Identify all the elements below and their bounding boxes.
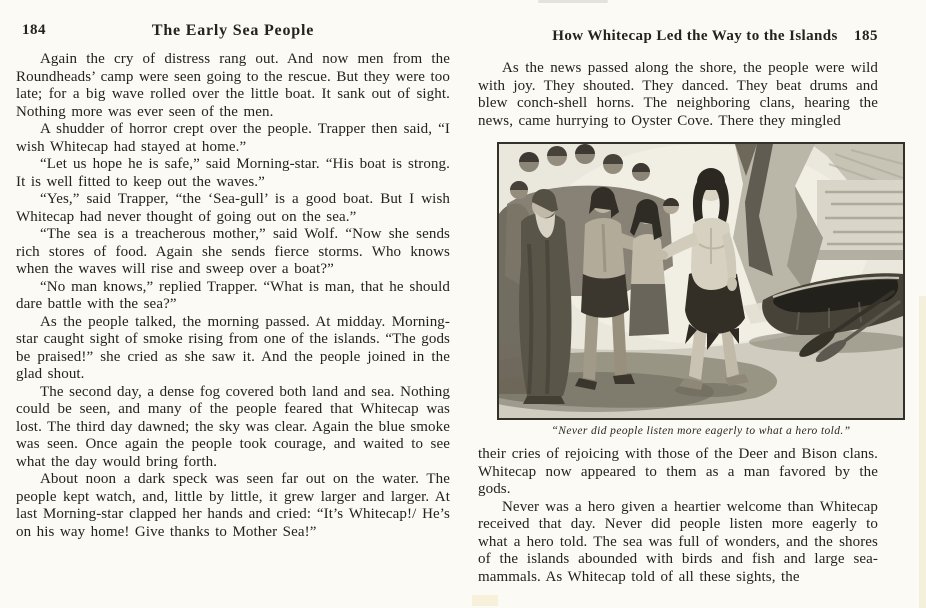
paragraph: As the people talked, the morning passed. At midday. Morning-star caught sight of smoke rising from one of the islands. “The gods be praised!” she cried as she saw it. And the people joined in the glad shout. — [16, 313, 450, 382]
paragraph: A shudder of horror crept over the people. Trapper then said, “I wish Whitecap had stayed at home.” — [16, 121, 450, 155]
left-running-title: The Early Sea People — [151, 22, 315, 39]
left-page-number: 184 — [22, 22, 46, 38]
left-page-header — [16, 22, 450, 44]
paragraph: About noon a dark speck was seen far out on the water. The people kept watch, and, little by little, it grew larger and larger. At last Morning-star clapped her hands and cried: “It’s Whitecap!/ He’s on his way home! Give thanks to Mother Sea!” — [16, 471, 450, 540]
illustration-svg — [499, 144, 903, 418]
right-running-title: How Whitecap Led the Way to the Islands — [552, 28, 838, 44]
scan-smudge — [538, 0, 608, 3]
right-page-text-after-illustration — [478, 446, 878, 586]
left-page-text — [16, 51, 450, 541]
paragraph: The second day, a dense fog covered both land and sea. Nothing could be seen, and many of the people feared that Whitecap was lost. The third day dawned; the sky was clear. Again the blue smoke was seen. Once again the people took courage, and waited to see what the day would bring forth. — [16, 383, 450, 470]
paragraph: “The sea is a treacherous mother,” said Wolf. “Now she sends rich stores of food. Again she sends fierce storms. Who knows when the waves will rise and sweep over a boat?” — [16, 226, 450, 277]
right-page-header — [478, 28, 878, 50]
paragraph: “Let us hope he is safe,” said Morning-star. “His boat is strong. It is well fitted to keep out the waves.” — [16, 156, 450, 190]
paragraph: Never was a hero given a heartier welcome than Whitecap received that day. Never did people listen more eagerly to what a hero told. The sea was full of wonders, and the shores of the islands abounded with birds and fish and large sea-mammals. As Whitecap told of all these sights, the — [478, 498, 878, 585]
paragraph: “No man knows,” replied Trapper. “What is man, that he should dare battle with the sea?” — [16, 278, 450, 312]
paragraph: “Yes,” said Trapper, “the ‘Sea-gull’ is a good boat. But I wish Whitecap had never thought of going out on the sea.” — [16, 191, 450, 225]
paragraph: As the news passed along the shore, the people were wild with joy. They shouted. They danced. They beat drums and blew conch-shell horns. The neighboring clans, hearing the news, came hurrying to Oyster Cove. There they mingled — [478, 60, 878, 129]
right-page-number: 185 — [854, 28, 878, 44]
page-edge-tint — [919, 296, 926, 608]
paragraph: Again the cry of distress rang out. And now men from the Roundheads’ camp were seen going to the rescue. But they were too late; for a big wave rolled over the little boat. It sank out of sight. Nothing more was ever seen of the men. — [16, 51, 450, 120]
illustration-figure — [497, 142, 905, 420]
paragraph: their cries of rejoicing with those of the Deer and Bison clans. Whitecap now appeared to them as a man favored by the gods. — [478, 446, 878, 497]
illustration-caption: “Never did people listen more eagerly to what a hero told.” — [551, 425, 851, 437]
right-page-intro-text — [478, 60, 878, 130]
page-edge-mark — [472, 595, 498, 606]
